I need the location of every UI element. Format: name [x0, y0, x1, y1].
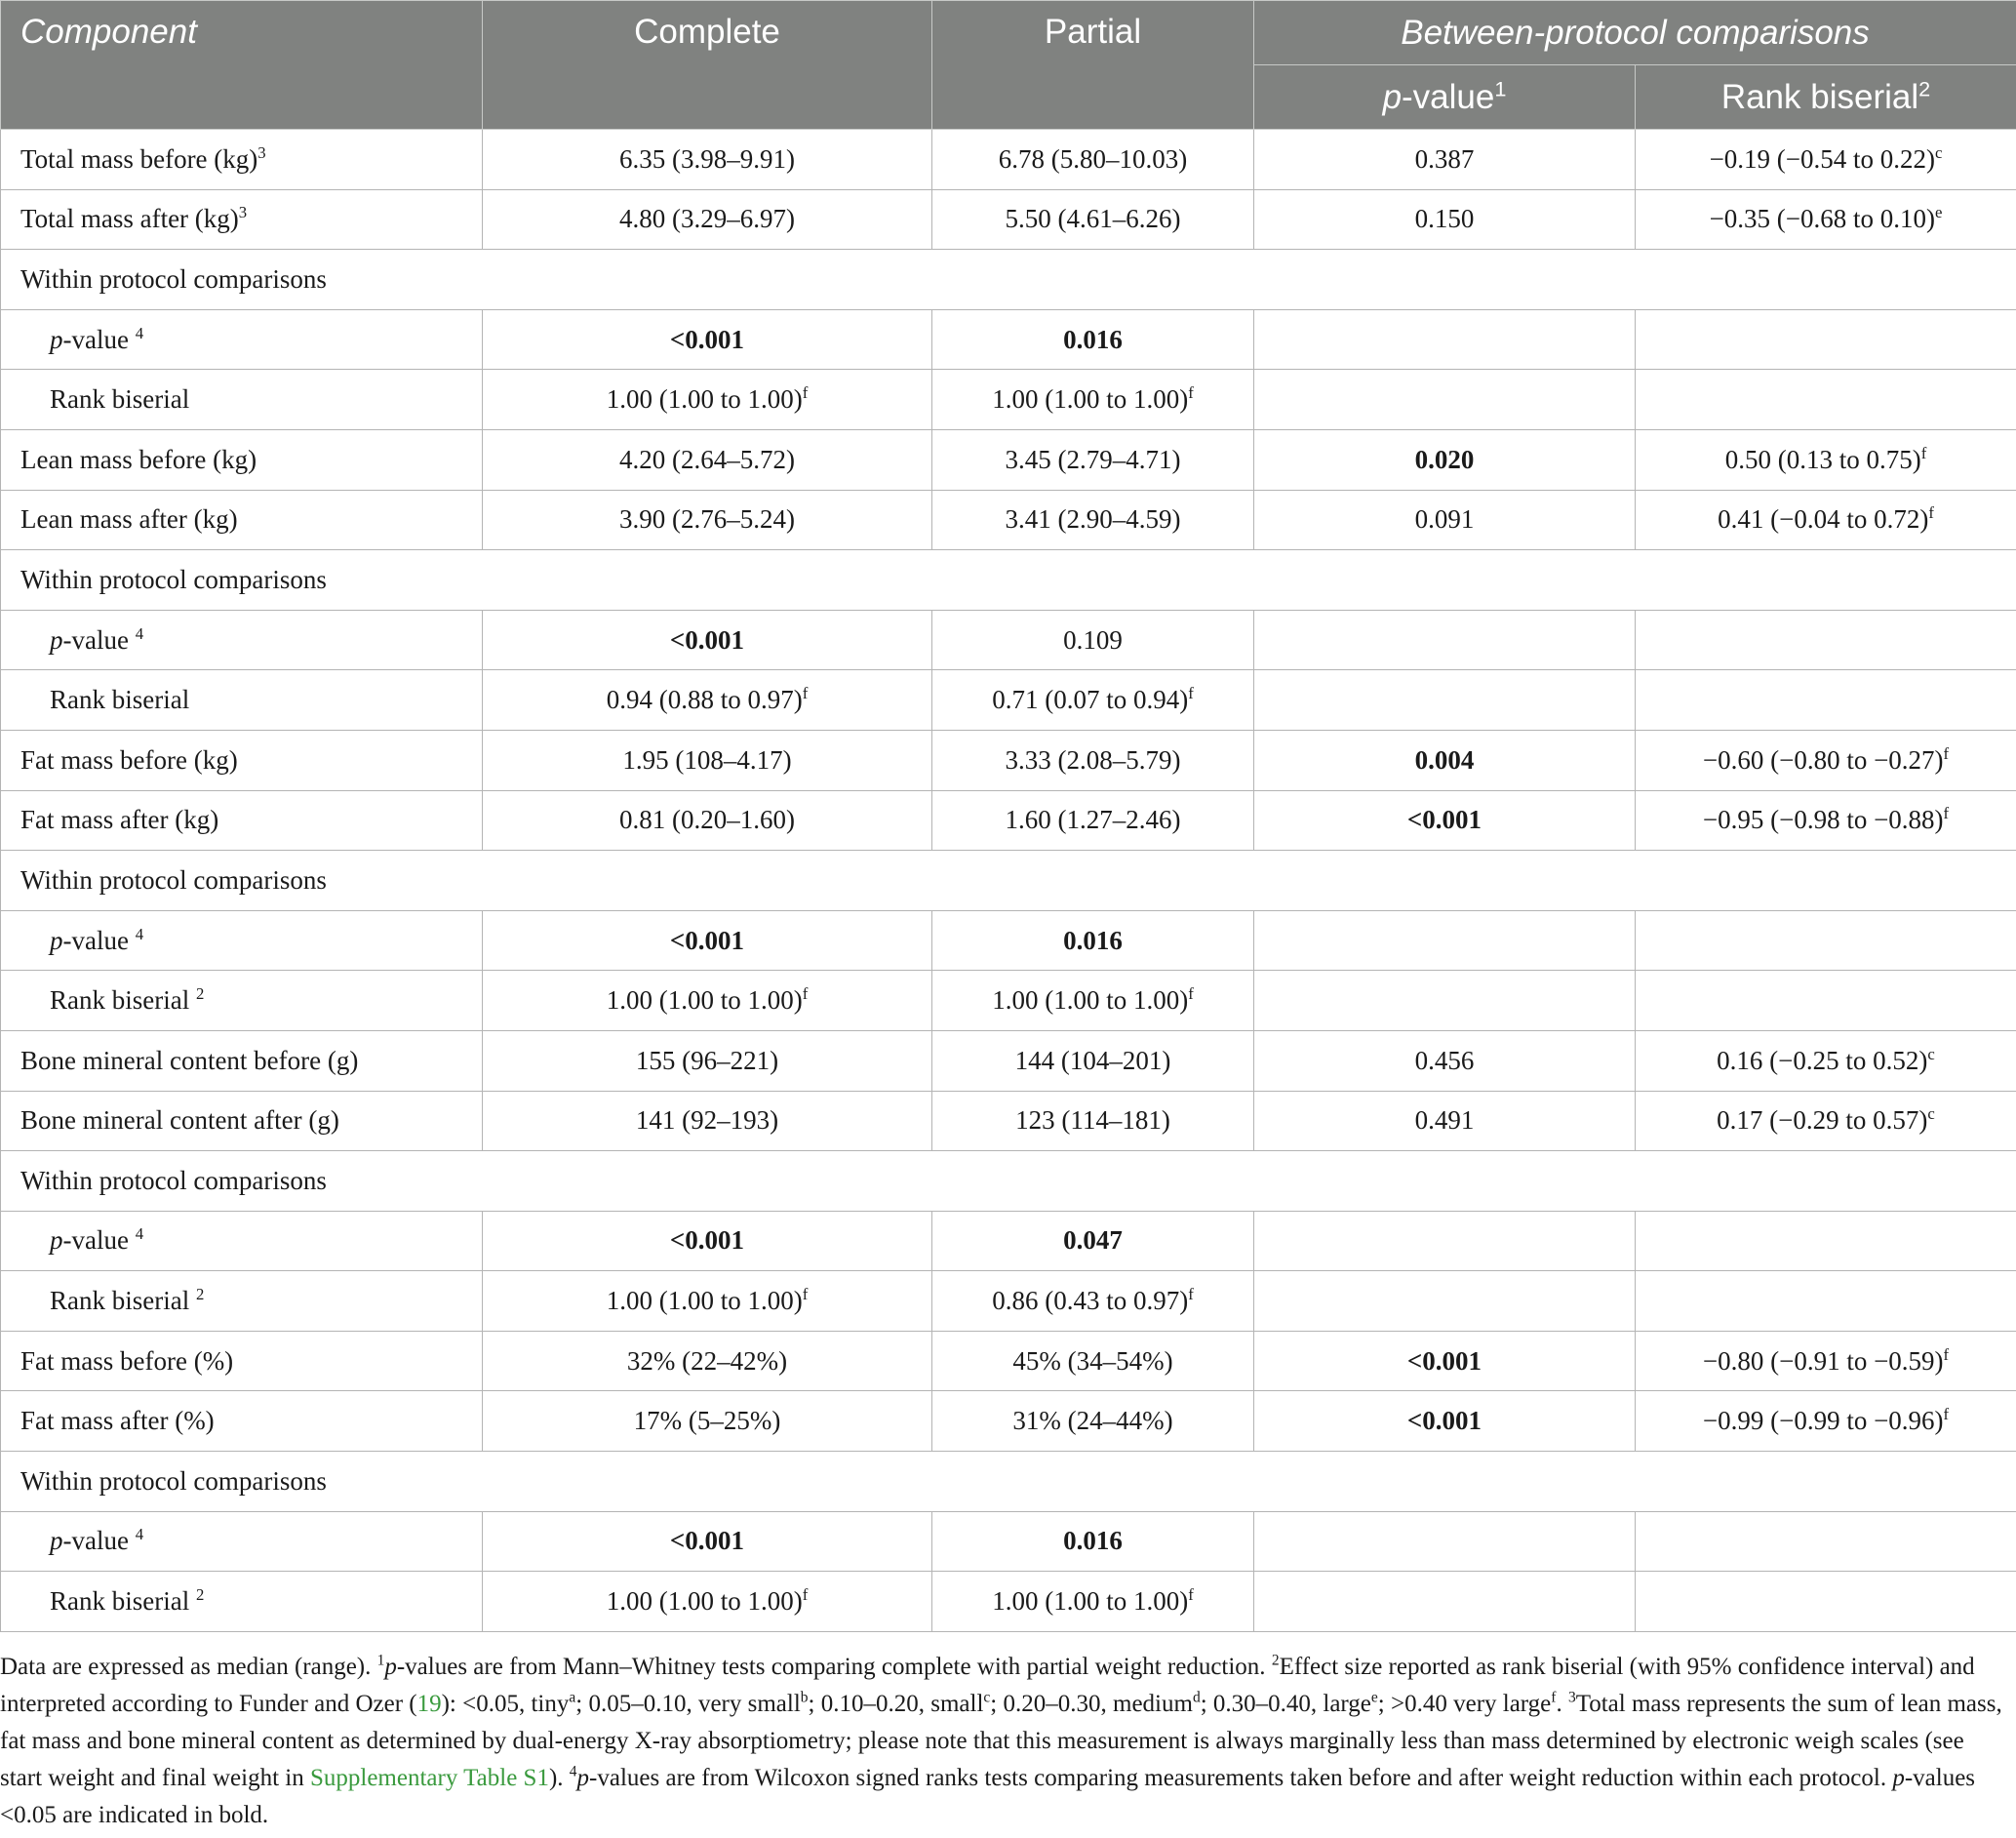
rank-sup: f — [802, 984, 809, 1004]
cell-p-value: 0.456 — [1254, 1030, 1636, 1091]
header-p-rest: -value — [1402, 77, 1495, 116]
header-rank-sup: 2 — [1918, 75, 1931, 100]
row-label — [1, 370, 483, 430]
table-row — [1, 1271, 2016, 1332]
cell-partial: 0.016 — [932, 1511, 1254, 1572]
row-label-p: p — [50, 1526, 63, 1556]
cell-empty — [1636, 1511, 2016, 1572]
table-row — [1, 189, 2016, 250]
cell-empty — [1254, 309, 1636, 370]
supplementary-table-link[interactable]: Supplementary Table S1 — [309, 1765, 549, 1791]
rank-value: −0.60 (−0.80 to −0.27) — [1702, 744, 1944, 775]
fn-text: ; 0.20–0.30, medium — [990, 1691, 1193, 1717]
cell-rank-biserial — [1636, 730, 2016, 790]
fn-italic: p — [1892, 1765, 1905, 1791]
row-label — [1, 910, 483, 971]
fn-text: ). — [548, 1765, 570, 1791]
rank-value: 1.00 (1.00 to 1.00) — [992, 384, 1189, 415]
cell-complete: <0.001 — [483, 610, 932, 670]
header-rank-biserial — [1636, 65, 2016, 130]
header-component: Component — [1, 1, 483, 130]
row-label-sup: 2 — [195, 1285, 205, 1304]
cell-rank-biserial — [1636, 790, 2016, 851]
cell-empty — [1254, 670, 1636, 731]
table-row — [1, 370, 2016, 430]
table-row — [1, 130, 2016, 190]
table-row — [1, 1151, 2016, 1212]
header-partial: Partial — [932, 1, 1254, 130]
table-footnote — [0, 1649, 2009, 1834]
table-row — [1, 550, 2016, 611]
row-label-text: Lean mass after (kg) — [20, 504, 238, 535]
row-label — [1, 429, 483, 490]
fn-sup: 4 — [569, 1763, 577, 1780]
cell-complete: <0.001 — [483, 910, 932, 971]
fn-sup: 3 — [1567, 1689, 1576, 1706]
rank-sup: f — [1943, 1344, 1950, 1364]
cell-partial: 31% (24–44%) — [932, 1391, 1254, 1452]
rank-value: 0.94 (0.88 to 0.97) — [606, 685, 803, 715]
cell-p-value: 0.491 — [1254, 1091, 1636, 1151]
rank-value: 0.86 (0.43 to 0.97) — [992, 1286, 1189, 1316]
rank-value: 1.00 (1.00 to 1.00) — [606, 384, 803, 415]
cell-empty — [1254, 1511, 1636, 1572]
row-label — [1, 1211, 483, 1271]
table-row — [1, 1391, 2016, 1452]
row-label-sup: 3 — [238, 203, 248, 222]
header-p-sup: 1 — [1494, 75, 1507, 100]
row-label — [1, 1271, 483, 1332]
table-row — [1, 730, 2016, 790]
row-label-text: Rank biserial — [50, 384, 190, 415]
fn-text: Effect size reported as rank biserial (with 95% confidence interval) and interpreted according to Funder and Ozer ( — [0, 1654, 1975, 1717]
row-label-text: Lean mass before (kg) — [20, 444, 257, 474]
rank-value: 0.41 (−0.04 to 0.72) — [1718, 504, 1929, 535]
table-body — [1, 130, 2016, 1632]
fn-text: -values <0.05 are indicated in bold. — [0, 1765, 1976, 1828]
table-row — [1, 1511, 2016, 1572]
rank-sup: c — [1927, 1044, 1935, 1063]
row-label-text: -value — [62, 324, 129, 354]
cell-complete — [483, 1572, 932, 1632]
cell-complete — [483, 670, 932, 731]
cell-complete: 1.95 (108–4.17) — [483, 730, 932, 790]
cell-p-value: 0.387 — [1254, 130, 1636, 190]
table-row — [1, 851, 2016, 911]
row-label-text: Fat mass before (kg) — [20, 744, 238, 775]
rank-sup: f — [1188, 984, 1194, 1004]
cell-complete: 4.20 (2.64–5.72) — [483, 429, 932, 490]
fn-italic: p — [576, 1765, 590, 1791]
cell-partial — [932, 971, 1254, 1031]
cell-rank-biserial — [1636, 1331, 2016, 1391]
rank-sup: f — [802, 684, 809, 703]
rank-value: −0.35 (−0.68 to 0.10) — [1709, 204, 1936, 234]
row-label — [1, 130, 483, 190]
cell-empty — [1254, 910, 1636, 971]
cell-empty — [1254, 610, 1636, 670]
rank-sup: f — [1188, 684, 1194, 703]
table-row — [1, 1572, 2016, 1632]
fn-sup: c — [983, 1689, 991, 1706]
header-p-letter: p — [1382, 77, 1403, 116]
row-label — [1, 189, 483, 250]
row-label-text: Rank biserial — [50, 985, 190, 1016]
fn-sup: b — [800, 1689, 809, 1706]
cell-complete: 155 (96–221) — [483, 1030, 932, 1091]
rank-sup: f — [802, 1585, 809, 1605]
row-label-text: -value — [62, 624, 129, 655]
cell-p-value: <0.001 — [1254, 1331, 1636, 1391]
cell-p-value: 0.004 — [1254, 730, 1636, 790]
cell-partial — [932, 1271, 1254, 1332]
fn-text: ; >0.40 very large — [1377, 1691, 1552, 1717]
table-row — [1, 1331, 2016, 1391]
table-row — [1, 250, 2016, 310]
rank-sup: c — [1927, 1104, 1935, 1124]
cell-complete: 0.81 (0.20–1.60) — [483, 790, 932, 851]
row-label-text: Rank biserial — [50, 1586, 190, 1617]
section-label: Within protocol comparisons — [1, 1151, 2016, 1212]
rank-value: 1.00 (1.00 to 1.00) — [606, 1286, 803, 1316]
row-label-text: Fat mass after (kg) — [20, 805, 219, 835]
table-row — [1, 1211, 2016, 1271]
rank-value: 1.00 (1.00 to 1.00) — [606, 1586, 803, 1617]
cell-rank-biserial — [1636, 1091, 2016, 1151]
cell-complete — [483, 1271, 932, 1332]
section-label: Within protocol comparisons — [1, 1452, 2016, 1512]
row-label-sup: 4 — [135, 323, 144, 342]
cell-empty — [1636, 971, 2016, 1031]
row-label-text: Rank biserial — [50, 685, 190, 715]
rank-value: 0.16 (−0.25 to 0.52) — [1717, 1045, 1928, 1075]
row-label-text: Rank biserial — [50, 1286, 190, 1316]
rank-value: 1.00 (1.00 to 1.00) — [992, 1586, 1189, 1617]
rank-value: −0.19 (−0.54 to 0.22) — [1709, 143, 1936, 174]
cell-empty — [1254, 1211, 1636, 1271]
table-row — [1, 1452, 2016, 1512]
rank-value: −0.95 (−0.98 to −0.88) — [1702, 805, 1944, 835]
cell-partial — [932, 670, 1254, 731]
row-label — [1, 730, 483, 790]
header-row-top — [1, 1, 2016, 65]
fn-text: ; 0.30–0.40, large — [1200, 1691, 1371, 1717]
row-label — [1, 1511, 483, 1572]
table-row — [1, 429, 2016, 490]
row-label — [1, 1391, 483, 1452]
rank-sup: f — [802, 1285, 809, 1304]
cell-complete: 141 (92–193) — [483, 1091, 932, 1151]
header-p-value — [1254, 65, 1636, 130]
row-label-sup: 4 — [135, 1525, 144, 1544]
row-label — [1, 1091, 483, 1151]
cell-rank-biserial — [1636, 490, 2016, 550]
cell-partial: 6.78 (5.80–10.03) — [932, 130, 1254, 190]
row-label — [1, 610, 483, 670]
row-label-sup: 2 — [195, 1585, 205, 1605]
rank-value: −0.80 (−0.91 to −0.59) — [1702, 1345, 1944, 1376]
rank-value: 0.17 (−0.29 to 0.57) — [1717, 1105, 1928, 1136]
table-row — [1, 670, 2016, 731]
rank-sup: f — [1943, 743, 1950, 763]
rank-value: −0.99 (−0.99 to −0.96) — [1702, 1406, 1944, 1436]
cell-empty — [1254, 370, 1636, 430]
cell-rank-biserial — [1636, 189, 2016, 250]
cell-complete: 32% (22–42%) — [483, 1331, 932, 1391]
cell-rank-biserial — [1636, 429, 2016, 490]
cell-empty — [1636, 1271, 2016, 1332]
row-label-text: Total mass after (kg) — [20, 204, 239, 234]
fn-text: -values are from Mann–Whitney tests comparing complete with partial weight reduction. — [396, 1654, 1272, 1680]
cell-partial: 1.60 (1.27–2.46) — [932, 790, 1254, 851]
cell-partial: 3.33 (2.08–5.79) — [932, 730, 1254, 790]
row-label-text: Fat mass before (%) — [20, 1345, 234, 1376]
row-label — [1, 971, 483, 1031]
cell-p-value: <0.001 — [1254, 790, 1636, 851]
row-label-text: -value — [62, 925, 129, 955]
rank-sup: f — [802, 383, 809, 403]
cell-empty — [1636, 610, 2016, 670]
cell-complete: 6.35 (3.98–9.91) — [483, 130, 932, 190]
table-row — [1, 790, 2016, 851]
fn-sup: f — [1551, 1689, 1557, 1706]
cell-p-value: 0.091 — [1254, 490, 1636, 550]
fn-sup: a — [569, 1689, 576, 1706]
row-label — [1, 790, 483, 851]
row-label-text: -value — [62, 1526, 129, 1556]
table-header — [1, 1, 2016, 130]
rank-value: 0.50 (0.13 to 0.75) — [1724, 444, 1921, 474]
rank-sup: f — [1188, 383, 1194, 403]
fn-text: ): <0.05, tiny — [441, 1691, 570, 1717]
cell-complete — [483, 370, 932, 430]
cell-partial: 0.016 — [932, 910, 1254, 971]
header-between-protocol: Between-protocol comparisons — [1254, 1, 2016, 65]
cell-partial: 45% (34–54%) — [932, 1331, 1254, 1391]
row-label-p: p — [50, 324, 63, 354]
header-complete: Complete — [483, 1, 932, 130]
cell-rank-biserial — [1636, 130, 2016, 190]
section-label: Within protocol comparisons — [1, 250, 2016, 310]
row-label-sup: 4 — [135, 623, 144, 643]
row-label-p: p — [50, 925, 63, 955]
fn-text: ; 0.05–0.10, very small — [575, 1691, 801, 1717]
cell-complete: 3.90 (2.76–5.24) — [483, 490, 932, 550]
rank-value: 1.00 (1.00 to 1.00) — [606, 985, 803, 1016]
cell-empty — [1254, 1271, 1636, 1332]
table-row — [1, 1030, 2016, 1091]
fn-sup: 1 — [376, 1652, 385, 1669]
cell-empty — [1636, 1572, 2016, 1632]
section-label: Within protocol comparisons — [1, 851, 2016, 911]
rank-sup: f — [1943, 1405, 1950, 1424]
fn-sup: d — [1192, 1689, 1201, 1706]
section-label: Within protocol comparisons — [1, 550, 2016, 611]
cell-complete: <0.001 — [483, 309, 932, 370]
cell-p-value: 0.020 — [1254, 429, 1636, 490]
row-label-sup: 4 — [135, 1224, 144, 1244]
fn-text: Total mass represents the sum of lean mass, fat mass and bone mineral content as determined by dual-energy X-ray absorptiometry; please note that this measurement is always marginally less than mass determined by electronic weigh scales (see start weight and final weight in — [0, 1691, 2002, 1791]
cell-partial — [932, 1572, 1254, 1632]
row-label-text: -value — [62, 1225, 129, 1256]
fn-sup: 2 — [1271, 1652, 1280, 1669]
row-label-p: p — [50, 1225, 63, 1256]
cell-partial: 144 (104–201) — [932, 1030, 1254, 1091]
cell-partial: 5.50 (4.61–6.26) — [932, 189, 1254, 250]
fn-sup: e — [1370, 1689, 1378, 1706]
cell-empty — [1636, 670, 2016, 731]
cell-complete: <0.001 — [483, 1511, 932, 1572]
row-label-text: Bone mineral content before (g) — [20, 1045, 359, 1075]
cell-complete: 17% (5–25%) — [483, 1391, 932, 1452]
header-rank-text: Rank biserial — [1720, 77, 1919, 116]
cell-empty — [1636, 309, 2016, 370]
fn-italic: p — [384, 1654, 397, 1680]
table-row — [1, 490, 2016, 550]
row-label-p: p — [50, 624, 63, 655]
row-label-text: Total mass before (kg) — [20, 143, 258, 174]
cell-p-value: 0.150 — [1254, 189, 1636, 250]
table-row — [1, 1091, 2016, 1151]
cell-empty — [1636, 1211, 2016, 1271]
cell-rank-biserial — [1636, 1030, 2016, 1091]
reference-link[interactable]: 19 — [416, 1691, 442, 1717]
cell-partial: 3.45 (2.79–4.71) — [932, 429, 1254, 490]
cell-empty — [1254, 971, 1636, 1031]
cell-complete: <0.001 — [483, 1211, 932, 1271]
fn-text: . — [1556, 1691, 1568, 1717]
row-label — [1, 1030, 483, 1091]
row-label-text: Bone mineral content after (g) — [20, 1105, 339, 1136]
fn-text: ; 0.10–0.20, small — [808, 1691, 984, 1717]
row-label-sup: 4 — [135, 924, 144, 943]
row-label-sup: 2 — [195, 984, 205, 1004]
cell-empty — [1636, 910, 2016, 971]
rank-sup: f — [1928, 503, 1934, 523]
rank-sup: c — [1935, 142, 1943, 162]
cell-empty — [1636, 370, 2016, 430]
rank-sup: f — [1188, 1285, 1194, 1304]
table-row — [1, 910, 2016, 971]
fn-text: -values are from Wilcoxon signed ranks tests comparing measurements taken before and after weight reduction within each protocol. — [589, 1765, 1893, 1791]
row-label — [1, 1331, 483, 1391]
cell-rank-biserial — [1636, 1391, 2016, 1452]
row-label — [1, 1572, 483, 1632]
cell-partial: 0.109 — [932, 610, 1254, 670]
rank-sup: f — [1188, 1585, 1194, 1605]
cell-partial: 123 (114–181) — [932, 1091, 1254, 1151]
cell-complete — [483, 971, 932, 1031]
rank-value: 1.00 (1.00 to 1.00) — [992, 985, 1189, 1016]
table-row — [1, 971, 2016, 1031]
cell-partial: 0.016 — [932, 309, 1254, 370]
fn-text: Data are expressed as median (range). — [0, 1654, 377, 1680]
row-label — [1, 490, 483, 550]
cell-empty — [1254, 1572, 1636, 1632]
row-label — [1, 309, 483, 370]
rank-sup: f — [1943, 804, 1950, 823]
cell-partial: 3.41 (2.90–4.59) — [932, 490, 1254, 550]
cell-p-value: <0.001 — [1254, 1391, 1636, 1452]
cell-partial — [932, 370, 1254, 430]
rank-sup: e — [1935, 203, 1943, 222]
cell-partial: 0.047 — [932, 1211, 1254, 1271]
row-label-text: Fat mass after (%) — [20, 1406, 215, 1436]
rank-value: 0.71 (0.07 to 0.94) — [992, 685, 1189, 715]
cell-complete: 4.80 (3.29–6.97) — [483, 189, 932, 250]
row-label — [1, 670, 483, 731]
table-row — [1, 610, 2016, 670]
table-row — [1, 309, 2016, 370]
row-label-sup: 3 — [257, 142, 266, 162]
rank-sup: f — [1920, 443, 1927, 462]
